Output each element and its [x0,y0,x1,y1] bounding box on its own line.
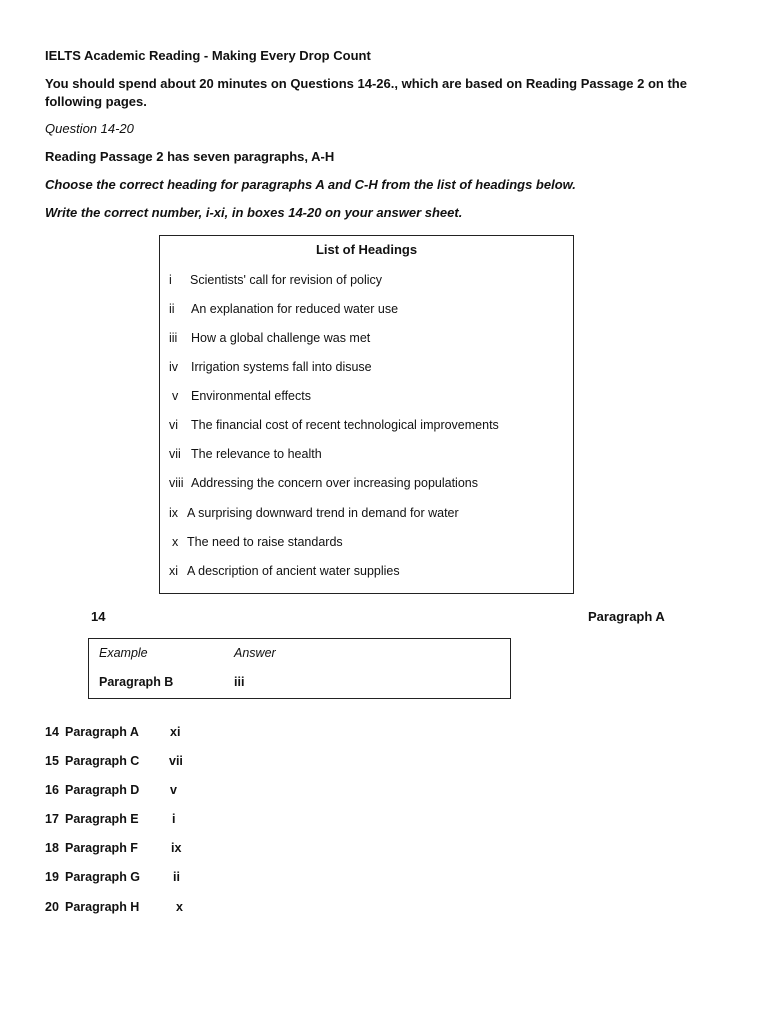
answer-row [45,754,345,772]
answer-row [45,841,345,859]
answer-row [45,870,345,888]
answer-paragraph: Paragraph A [65,725,139,739]
heading-number: iii [169,331,178,345]
answer-number: 18 [45,841,59,855]
heading-number: xi [169,564,179,578]
heading-text: How a global challenge was met [191,331,371,345]
heading-number: viii [169,476,184,490]
answer-number: 19 [45,870,59,884]
example-answer: iii [234,675,245,689]
answer-number: 16 [45,783,59,797]
answer-number: 17 [45,812,59,826]
answer-value: x [176,900,183,914]
answer-row [45,900,345,918]
answer-row [45,812,345,830]
answer-number: 14 [45,725,59,739]
time-instruction: You should spend about 20 minutes on Questions 14-26., which are based on Reading Passage 2 on the following pages. [45,76,687,109]
heading-text: An explanation for reduced water use [191,302,399,316]
answer-paragraph: Paragraph C [65,754,140,768]
answer-paragraph: Paragraph F [65,841,138,855]
example-paragraph: Paragraph B [99,675,174,689]
answer-paragraph: Paragraph D [65,783,140,797]
heading-text: The relevance to health [191,447,322,461]
example-label: Example [99,646,148,660]
heading-number: v [172,389,179,403]
heading-text: The need to raise standards [187,535,343,549]
passage-note: Reading Passage 2 has seven paragraphs, A-H [45,149,335,164]
answer-row [45,725,345,743]
example-box [88,638,511,699]
answer-value: i [172,812,176,826]
heading-number: ix [169,506,179,520]
write-instruction: Write the correct number, i-xi, in boxes 14-20 on your answer sheet. [45,205,463,220]
question-range: Question 14-20 [45,121,134,136]
answer-number: 20 [45,900,59,914]
answer-number: 15 [45,754,59,768]
answer-value: ii [173,870,180,884]
heading-text: Irrigation systems fall into disuse [191,360,372,374]
answer-paragraph: Paragraph H [65,900,140,914]
headings-title: List of Headings [315,242,418,257]
answer-label: Answer [234,646,276,660]
heading-text: Addressing the concern over increasing populations [191,476,478,490]
answer-value: vii [169,754,183,768]
heading-number: iv [169,360,179,374]
heading-text: A description of ancient water supplies [187,564,400,578]
answer-value: xi [170,725,181,739]
heading-text: The financial cost of recent technological improvements [191,418,499,432]
heading-text: Environmental effects [191,389,311,403]
answer-paragraph: Paragraph E [65,812,139,826]
heading-number: vii [169,447,181,461]
heading-number: x [172,535,179,549]
heading-number: i [169,273,172,287]
answer-row [45,783,345,801]
heading-text: Scientists' call for revision of policy [190,273,383,287]
question-number: 14 [91,609,106,624]
answer-value: v [170,783,177,797]
question-paragraph: Paragraph A [588,609,665,624]
answer-value: ix [171,841,182,855]
answer-paragraph: Paragraph G [65,870,141,884]
heading-number: ii [169,302,175,316]
list-of-headings-box [159,235,574,594]
heading-text: A surprising downward trend in demand for water [187,506,459,520]
choose-instruction: Choose the correct heading for paragraphs A and C-H from the list of headings below. [45,177,576,192]
heading-number: vi [169,418,179,432]
page-title: IELTS Academic Reading - Making Every Drop Count [45,48,371,63]
